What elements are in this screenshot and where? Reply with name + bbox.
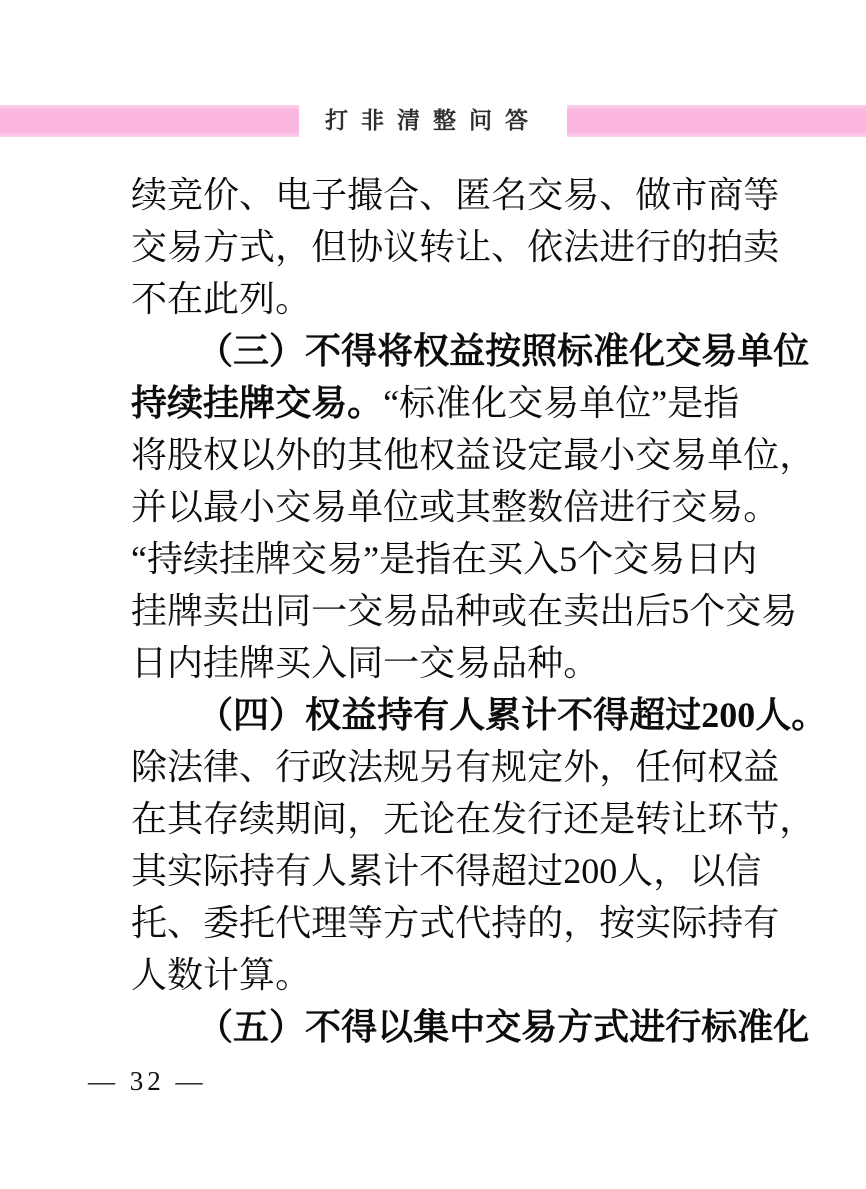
glyph: 买 [275,643,312,683]
glyph: 易 [701,331,738,371]
glyph: 得 [341,331,378,371]
glyph: 易 [167,227,204,267]
glyph: 除 [131,747,168,787]
glyph: 益 [743,747,780,787]
glyph: 在 [527,591,564,631]
glyph: 式 [239,227,276,267]
glyph: 单 [579,383,616,423]
glyph: 200 [563,851,618,891]
glyph: 得 [341,1007,378,1047]
glyph: 标 [399,383,436,423]
glyph: 规 [491,747,528,787]
glyph: 按 [485,331,522,371]
glyph: 小 [599,435,636,475]
glyph: 。 [275,955,312,995]
glyph: ， [599,747,636,787]
glyph: 存 [203,799,240,839]
glyph: 权 [305,695,342,735]
glyph: 不 [557,695,594,735]
glyph: 小 [239,487,276,527]
glyph: 超 [629,695,666,735]
glyph: 进 [599,227,636,267]
glyph: 最 [203,487,240,527]
glyph: ） [269,331,306,371]
glyph: 式 [593,1007,630,1047]
glyph: 一 [383,643,420,683]
glyph: 易 [649,539,686,579]
glyph: 个 [577,539,614,579]
glyph: 。 [563,643,600,683]
glyph: 续 [239,799,276,839]
glyph: 方 [557,1007,594,1047]
glyph: 持 [131,383,168,423]
glyph: 持 [491,903,528,943]
glyph: 挂 [203,643,240,683]
glyph: 200 [701,695,756,735]
glyph: 是 [599,799,636,839]
glyph: 、 [491,227,528,267]
glyph: 单 [707,435,744,475]
glyph: 交 [131,227,168,267]
glyph: 定 [527,747,564,787]
glyph: 权 [707,747,744,787]
glyph: 种 [527,643,564,683]
glyph: 政 [311,747,348,787]
glyph: 信 [725,851,762,891]
text-line [131,845,762,897]
glyph: 日 [685,539,722,579]
glyph: 任 [635,747,672,787]
glyph: 或 [491,591,528,631]
glyph: 最 [563,435,600,475]
glyph: 益 [455,435,492,475]
glyph: 以 [167,487,204,527]
glyph: 位 [773,331,810,371]
glyph: （ [197,695,234,735]
glyph: 四 [233,695,270,735]
glyph: 行 [665,1007,702,1047]
glyph: 以 [689,851,726,891]
glyph: 准 [737,1007,774,1047]
glyph: 、 [599,175,636,215]
glyph: 有 [743,903,780,943]
glyph: 交 [507,383,544,423]
glyph: 交 [613,539,650,579]
text-line [131,325,810,377]
glyph: 定 [527,435,564,475]
glyph: 匿 [455,175,492,215]
glyph: 、 [239,175,276,215]
glyph: 其 [347,435,384,475]
glyph: 买 [487,539,524,579]
glyph: 品 [491,643,528,683]
text-line [131,533,758,585]
glyph: 易 [543,383,580,423]
glyph: 益 [449,331,486,371]
glyph: 的 [311,435,348,475]
glyph: 后 [635,591,672,631]
glyph: 中 [449,1007,486,1047]
glyph: 期 [275,799,312,839]
glyph: 单 [737,331,774,371]
glyph: 转 [635,799,672,839]
glyph: 间 [311,799,348,839]
glyph: 累 [347,851,384,891]
glyph: 列 [239,279,276,319]
glyph: 持 [146,539,183,579]
glyph: 转 [419,227,456,267]
glyph: 。 [275,279,312,319]
glyph: 易 [671,435,708,475]
glyph: 倍 [563,487,600,527]
glyph: 计 [203,955,240,995]
glyph: 同 [347,643,384,683]
glyph: 指 [415,539,452,579]
glyph: 发 [491,799,528,839]
glyph: ， [779,799,816,839]
glyph: 交 [275,383,312,423]
text-line [131,221,780,273]
glyph: 易 [311,487,348,527]
text-line [131,689,828,741]
glyph: 易 [521,1007,558,1047]
glyph: 实 [167,851,204,891]
glyph: 协 [347,227,384,267]
glyph: 名 [491,175,528,215]
glyph: 交 [665,331,702,371]
glyph: 人 [449,695,486,735]
glyph: 交 [291,539,328,579]
glyph: 委 [203,903,240,943]
glyph: 在 [455,799,492,839]
glyph: 将 [131,435,168,475]
glyph: ， [347,799,384,839]
page-number: — 32 — [88,1066,207,1096]
glyph: 合 [383,175,420,215]
glyph: 做 [635,175,672,215]
glyph: 等 [347,903,384,943]
glyph: 牌 [255,539,292,579]
glyph: 持 [239,851,276,891]
glyph: 式 [419,903,456,943]
glyph: 位 [615,383,652,423]
text-line [131,741,780,793]
glyph: 续 [167,383,204,423]
glyph: ” [651,383,668,423]
glyph: 不 [419,851,456,891]
glyph: 过 [527,851,564,891]
glyph: 化 [471,383,508,423]
glyph: 际 [671,903,708,943]
glyph: 入 [523,539,560,579]
glyph: 外 [563,747,600,787]
glyph: 牌 [167,591,204,631]
glyph: 交 [275,487,312,527]
glyph: 持 [707,903,744,943]
text-line [131,897,780,949]
glyph: 五 [233,1007,270,1047]
glyph: 按 [599,903,636,943]
glyph: 品 [419,591,456,631]
text-line [131,377,738,429]
glyph: 集 [413,1007,450,1047]
glyph: 三 [233,331,270,371]
glyph: 方 [383,903,420,943]
glyph: 让 [455,227,492,267]
glyph: 还 [563,799,600,839]
glyph: 化 [629,331,666,371]
text-line [131,585,798,637]
glyph: 计 [521,695,558,735]
glyph: 。 [347,383,384,423]
glyph: 易 [761,591,798,631]
glyph: 不 [305,331,342,371]
glyph: 何 [671,747,708,787]
glyph: 有 [455,747,492,787]
glyph: 人 [131,955,168,995]
glyph: 。 [743,487,780,527]
glyph: 法 [563,227,600,267]
glyph: 在 [131,799,168,839]
glyph: 交 [671,487,708,527]
glyph: 一 [311,591,348,631]
glyph: 法 [167,747,204,787]
glyph: 卖 [743,227,780,267]
glyph: 得 [593,695,630,735]
glyph: 节 [743,799,780,839]
glyph: 交 [347,591,384,631]
glyph: 电 [275,175,312,215]
glyph: 市 [671,175,708,215]
glyph: 指 [703,383,740,423]
glyph: 外 [275,435,312,475]
glyph: 照 [521,331,558,371]
glyph: 得 [455,851,492,891]
glyph: 他 [383,435,420,475]
text-line [131,481,780,533]
glyph: 不 [305,1007,342,1047]
glyph: 行 [527,799,564,839]
glyph: 或 [419,487,456,527]
glyph: 日 [131,643,168,683]
glyph: ， [275,227,312,267]
glyph: 位 [383,487,420,527]
glyph: 准 [593,331,630,371]
glyph: 个 [689,591,726,631]
glyph: 挂 [131,591,168,631]
glyph: 等 [743,175,780,215]
glyph: 其 [455,487,492,527]
glyph: 准 [435,383,472,423]
glyph: 挂 [219,539,256,579]
glyph: （ [197,1007,234,1047]
glyph: 人 [755,695,792,735]
glyph: 将 [377,331,414,371]
glyph: 让 [671,799,708,839]
glyph: 卖 [203,591,240,631]
glyph: 行 [635,487,672,527]
glyph: ） [269,695,306,735]
glyph: 牌 [239,643,276,683]
glyph: 、 [419,175,456,215]
glyph: 代 [275,903,312,943]
glyph: 标 [701,1007,738,1047]
glyph: 续 [131,175,168,215]
glyph: 续 [183,539,220,579]
glyph: 另 [419,747,456,787]
glyph: ， [563,903,600,943]
glyph: 行 [635,227,672,267]
glyph: 律 [203,747,240,787]
glyph: 交 [725,591,762,631]
glyph: ， [653,851,690,891]
glyph: 设 [491,435,528,475]
glyph: 以 [377,1007,414,1047]
glyph: 拍 [707,227,744,267]
glyph: 化 [773,1007,810,1047]
glyph: 计 [383,851,420,891]
glyph: 内 [167,643,204,683]
glyph: 方 [203,227,240,267]
glyph: 种 [455,591,492,631]
glyph: 单 [347,487,384,527]
glyph: 理 [311,903,348,943]
glyph: 进 [629,1007,666,1047]
glyph: 权 [203,435,240,475]
glyph: 进 [599,487,636,527]
glyph: 内 [721,539,758,579]
glyph: 整 [491,487,528,527]
glyph: 标 [557,331,594,371]
glyph: 有 [275,851,312,891]
header-title-box [299,101,567,141]
text-line [131,637,738,689]
glyph: 的 [527,903,564,943]
glyph: 卖 [563,591,600,631]
glyph: 超 [491,851,528,891]
glyph: 、 [239,747,276,787]
glyph: 牌 [239,383,276,423]
glyph: 交 [419,643,456,683]
glyph: 出 [599,591,636,631]
glyph: 交 [635,435,672,475]
glyph: ） [269,1007,306,1047]
glyph: 股 [167,435,204,475]
glyph: （ [197,331,234,371]
glyph: ” [363,539,380,579]
glyph: 权 [413,331,450,371]
glyph: 易 [563,175,600,215]
glyph: 5 [671,591,690,631]
glyph: 其 [131,851,168,891]
glyph: 以 [239,435,276,475]
glyph: 易 [707,487,744,527]
glyph: 代 [455,903,492,943]
glyph: 数 [527,487,564,527]
glyph: 托 [239,903,276,943]
glyph: “ [383,383,400,423]
glyph: 5 [559,539,578,579]
glyph: 撮 [347,175,384,215]
glyph: 。 [791,695,828,735]
glyph: 法 [347,747,384,787]
glyph: 议 [383,227,420,267]
glyph: 子 [311,175,348,215]
glyph: 但 [311,227,348,267]
glyph: “ [131,539,147,579]
glyph: 出 [239,591,276,631]
text-line [131,1001,810,1053]
glyph: 持 [377,695,414,735]
glyph: 、 [167,903,204,943]
glyph: 不 [131,279,168,319]
glyph: 数 [167,955,204,995]
glyph: 无 [383,799,420,839]
glyph: 有 [413,695,450,735]
glyph: 人 [617,851,654,891]
text-line [131,429,816,481]
glyph: 易 [327,539,364,579]
glyph: 是 [667,383,704,423]
body-text [131,169,828,1053]
glyph: 竞 [167,175,204,215]
glyph: 依 [527,227,564,267]
glyph: 算 [239,955,276,995]
glyph: 入 [311,643,348,683]
page-header-title: 打非清整问答 [325,108,541,133]
glyph: 环 [707,799,744,839]
glyph: 易 [383,591,420,631]
glyph: 论 [419,799,456,839]
glyph: 价 [203,175,240,215]
glyph: 易 [455,643,492,683]
glyph: 益 [341,695,378,735]
glyph: 交 [527,175,564,215]
glyph: 累 [485,695,522,735]
glyph: 的 [671,227,708,267]
glyph: 并 [131,487,168,527]
glyph: 交 [485,1007,522,1047]
glyph: 在 [167,279,204,319]
text-line [131,169,780,221]
glyph: 托 [131,903,168,943]
glyph: 人 [311,851,348,891]
glyph: 此 [203,279,240,319]
glyph: 挂 [203,383,240,423]
glyph: ， [779,435,816,475]
glyph: 位 [743,435,780,475]
text-line [131,793,816,845]
text-line [131,273,738,325]
glyph: 在 [451,539,488,579]
glyph: 其 [167,799,204,839]
glyph: 权 [419,435,456,475]
glyph: 行 [275,747,312,787]
glyph: 同 [275,591,312,631]
glyph: 实 [635,903,672,943]
glyph: 商 [707,175,744,215]
glyph: 规 [383,747,420,787]
glyph: 过 [665,695,702,735]
glyph: 是 [379,539,416,579]
glyph: 易 [311,383,348,423]
text-line [131,949,738,1001]
glyph: 际 [203,851,240,891]
